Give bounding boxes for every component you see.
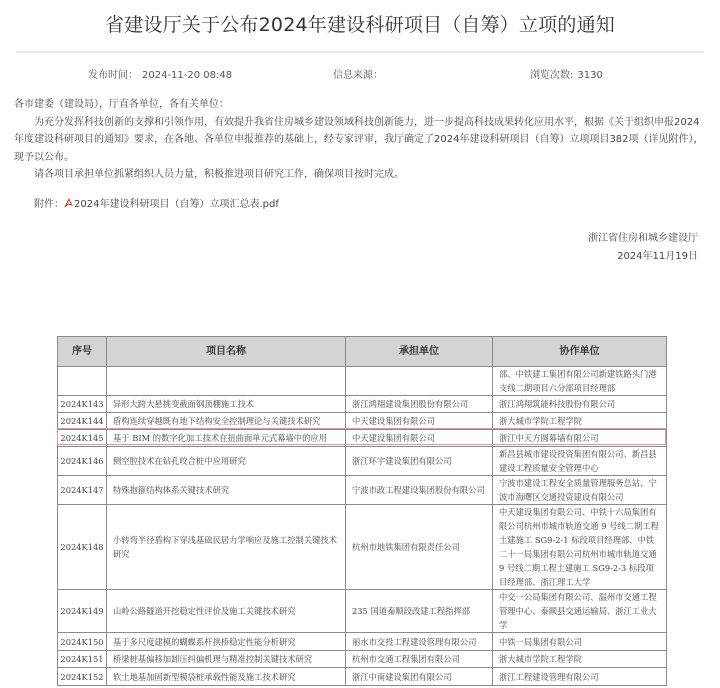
table-row [58,651,667,668]
header-lead-unit: 承担单位 [346,337,493,367]
cell-partners: 部、中铁建工集团有限公司新建铁路头门港支线二期项目六分部项目经理部 [493,367,667,396]
cell-partners: 中天建设集团有限公司、中铁十六局集团有限公司杭州市城市轨道交通 9 号线二期工程土建施工 SG9-2-1 标段项目经理部、中铁二十一局集团有限公司杭州市城市轨道交通 9 号线二期工程土建施工 SG9-2-3 标段项目经理部、浙江理工大学 [493,505,667,590]
cell-lead: 中天建设集团有限公司 [346,413,493,430]
table-row [58,476,667,505]
cell-partners: 浙大城市学院工程学院 [493,651,667,668]
publish-time-value: 2024-11-20 08:48 [142,70,233,81]
info-source [333,66,383,81]
attachment-label: 附件： [34,199,64,210]
cell-name: 山岭公路隧道开挖稳定性评价及施工关键技术研究 [107,590,346,633]
cell-id: 2024K145 [58,430,107,447]
salutation: 各市建委（建设局），厅直各单位，各有关单位： [14,99,229,110]
pdf-icon [64,198,73,208]
table-row [58,413,667,430]
cell-partners: 浙江工程建设管理有限公司 [493,668,667,686]
view-count-value: 3130 [577,70,603,81]
publish-time [88,66,232,81]
header-id: 序号 [58,337,107,367]
projects-table [57,336,667,686]
cell-id: 2024K151 [58,651,107,668]
cell-id: 2024K147 [58,476,107,505]
cell-id: 2024K149 [58,590,107,633]
table-row [58,447,667,476]
cell-partners: 浙江中天方圆幕墙有限公司 [493,430,667,447]
header-project-name: 项目名称 [107,337,346,367]
table-row-highlighted [58,430,667,447]
header-partner-unit: 协作单位 [493,337,667,367]
cell-name: 基于 BIM 的数字化加工技术在扭曲面单元式幕墙中的应用 [107,430,346,447]
signature-date: 2024年11月19日 [617,251,698,262]
cell-name: 软土地基加固新型模袋桩承载性能及施工技术研究 [107,668,346,686]
table-header-row [58,337,667,367]
cell-lead: 浙江鸿翔建设集团股份有限公司 [346,396,493,413]
table-row [58,633,667,651]
cell-partners: 浙江鸿翔筑能科技股份有限公司 [493,396,667,413]
cell-id: 2024K152 [58,668,107,686]
table-row [58,505,667,590]
table-row [58,668,667,686]
view-count [530,66,603,81]
cell-name: 基于多尺度建模的蝴蝶系杆拱桥稳定性能分析研究 [107,633,346,651]
cell-name: 特殊抱箍结构体系关键技术研究 [107,476,346,505]
cell-lead: 杭州市地铁集团有限责任公司 [346,505,493,590]
cell-name: 异形大跨大悬挑变截面钢顶棚施工技术 [107,396,346,413]
cell-id: 2024K150 [58,633,107,651]
cell-partners: 宁波市建设工程安全质量管理服务总站、宁波市海曙区交通投资建设有限公司 [493,476,667,505]
cell-lead: 宁波市政工程建设集团股份有限公司 [346,476,493,505]
view-count-label: 浏览次数: [530,70,574,81]
cell-lead [346,367,493,396]
cell-partners: 新昌县城市建设投资集团有限公司、新昌县建设工程质量安全管理中心 [493,447,667,476]
paragraph-2: 请各项目承担单位抓紧组织人员力量，积极推进项目研究工作，确保项目按时完成。 [34,169,404,180]
info-source-label: 信息来源： [333,70,383,81]
cell-partners: 中铁一局集团有限公司 [493,633,667,651]
cell-name: 侧空腔技术在钻孔咬合桩中应用研究 [107,447,346,476]
cell-id [58,367,107,396]
cell-name: 桥梁桩基偏移加卸压纠偏机理与精准控制关键技术研究 [107,651,346,668]
attachment [34,195,279,210]
cell-id: 2024K148 [58,505,107,590]
attachment-link[interactable]: 2024年建设科研项目（自筹）立项汇总表.pdf [74,199,279,210]
cell-lead: 浙江环宇建设集团有限公司 [346,447,493,476]
cell-name [107,367,346,396]
cell-lead: 235 国道泰顺段改建工程指挥部 [346,590,493,633]
signature-org: 浙江省住房和城乡建设厅 [588,233,698,244]
notice-body [14,96,704,184]
cell-partners: 中交一公局集团有限公司、温州市交通工程管理中心、泰顺县交通运输局、浙江工业大学 [493,590,667,633]
cell-id: 2024K144 [58,413,107,430]
paragraph-1: 为充分发挥科技创新的支撑和引领作用，有效提升我省住房城乡建设领域科技创新能力，进一步提高科技成果转化应用水平，根据《关于组织申报2024年度建设科研项目的通知》要求，在各地、各单位申报推荐的基础上，经专家评审，我厅确定了2024年建设科研项目（自筹）立项项目382项（详见附件），现予以公布。 [14,116,704,163]
page-title: 省建设厅关于公布2024年建设科研项目（自筹）立项的通知 [105,14,615,36]
cell-id: 2024K143 [58,396,107,413]
table-row [58,367,667,396]
cell-lead: 浙江中南建设集团有限公司 [346,668,493,686]
cell-name: 小转弯半径盾构下穿浅基础民居力学响应及施工控制关键技术研究 [107,505,346,590]
table-row [58,590,667,633]
cell-lead: 丽水市交投工程建设管理有限公司 [346,633,493,651]
publish-time-label: 发布时间： [88,70,138,81]
cell-id: 2024K146 [58,447,107,476]
cell-lead: 中天建设集团有限公司 [346,430,493,447]
cell-partners: 浙大城市学院工程学院 [493,413,667,430]
cell-name: 盾构连续穿越既有地下结构安全控制理论与关键技术研究 [107,413,346,430]
title-divider [16,51,704,53]
table-row [58,396,667,413]
cell-lead: 杭州市交通工程集团有限公司 [346,651,493,668]
